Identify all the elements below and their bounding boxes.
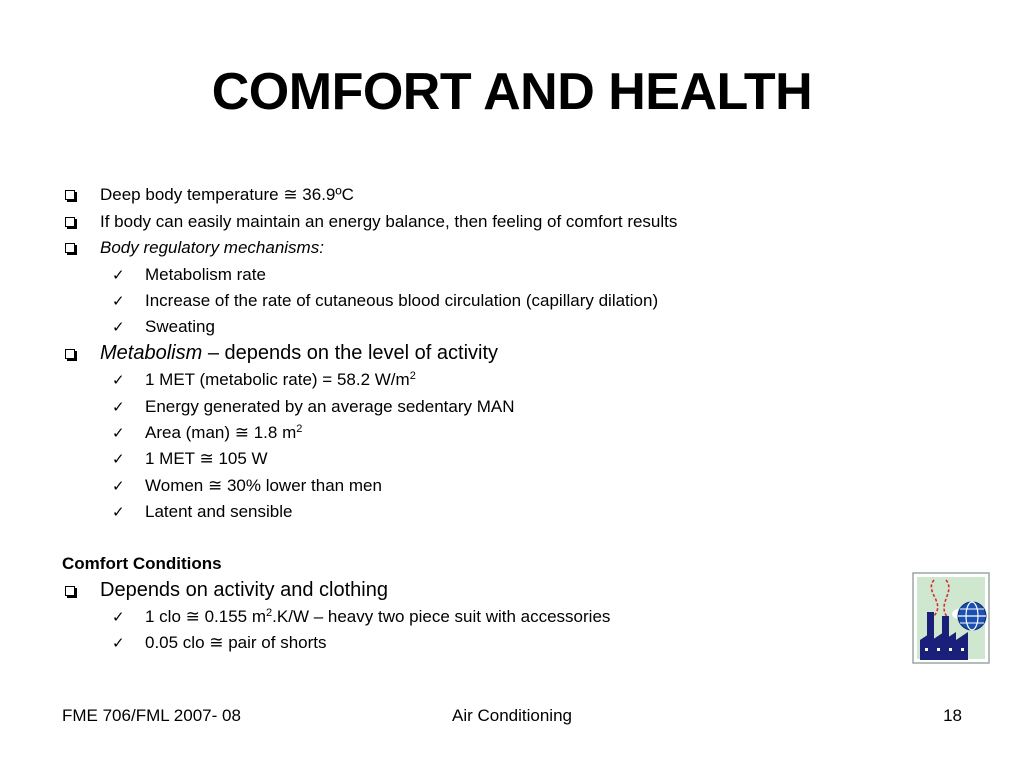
sub-bullet-text: 1 MET (metabolic rate) = 58.2 W/m bbox=[145, 370, 410, 390]
sub-bullet-text: Increase of the rate of cutaneous blood circulation (capillary dilation) bbox=[145, 290, 659, 310]
slide-content bbox=[62, 182, 922, 657]
checkmark-icon: ✓ bbox=[112, 397, 125, 416]
bullet-text: Deep body temperature ≅ 36.9ºC bbox=[100, 185, 354, 204]
sub-bullet-met-rate bbox=[62, 367, 922, 393]
checkmark-icon: ✓ bbox=[112, 371, 125, 390]
sub-bullet-energy-generated bbox=[62, 394, 922, 420]
checkmark-icon: ✓ bbox=[112, 476, 125, 495]
bullet-text: If body can easily maintain an energy balance, then feeling of comfort results bbox=[100, 211, 678, 231]
sub-bullet-women bbox=[62, 473, 922, 499]
sub-bullet-metabolism-rate bbox=[62, 262, 922, 288]
factory-globe-logo bbox=[912, 572, 990, 664]
bullet-body-temperature bbox=[62, 182, 922, 209]
sub-bullet-shorts bbox=[62, 630, 922, 656]
superscript: 2 bbox=[409, 370, 416, 383]
sub-bullet-text-cont: .K/W – heavy two piece suit with accessories bbox=[272, 607, 611, 627]
footer-course-title: Air Conditioning bbox=[451, 706, 572, 725]
bullet-text: Depends on activity and clothing bbox=[100, 579, 388, 602]
square-bullet-icon bbox=[65, 349, 75, 359]
sub-bullet-text: Sweating bbox=[145, 317, 215, 337]
checkmark-icon: ✓ bbox=[112, 450, 125, 469]
square-bullet-icon bbox=[65, 243, 75, 253]
superscript: 2 bbox=[266, 607, 273, 620]
square-bullet-icon bbox=[65, 217, 75, 227]
bullet-regulatory-mechanisms bbox=[62, 235, 922, 262]
slide-title: COMFORT AND HEALTH bbox=[211, 63, 813, 121]
sub-bullet-latent-sensible bbox=[62, 499, 922, 525]
sub-bullet-text: 1 clo ≅ 0.155 m bbox=[145, 607, 267, 627]
sub-bullet-sweating bbox=[62, 314, 922, 340]
footer-course-code: FME 706/FML 2007- 08 bbox=[62, 706, 241, 725]
sub-bullet-clo bbox=[62, 604, 922, 630]
sub-bullet-text: Metabolism rate bbox=[145, 264, 266, 284]
bullet-activity-clothing bbox=[62, 577, 922, 604]
sub-bullet-text: 0.05 clo ≅ pair of shorts bbox=[145, 633, 327, 653]
bullet-metabolism bbox=[62, 340, 922, 367]
sub-bullet-text: Women ≅ 30% lower than men bbox=[145, 475, 382, 495]
checkmark-icon: ✓ bbox=[112, 265, 125, 284]
sub-bullet-met-watts bbox=[62, 446, 922, 472]
spacer bbox=[62, 525, 922, 551]
square-bullet-icon bbox=[65, 190, 75, 200]
sub-bullet-text: Area (man) ≅ 1.8 m bbox=[145, 422, 297, 442]
bullet-text: – depends on the level of activity bbox=[202, 342, 499, 365]
sub-bullet-text: Latent and sensible bbox=[145, 501, 293, 521]
sub-bullet-area bbox=[62, 420, 922, 446]
checkmark-icon: ✓ bbox=[112, 608, 125, 627]
checkmark-icon: ✓ bbox=[112, 502, 125, 521]
superscript: 2 bbox=[296, 422, 303, 435]
sub-bullet-blood-circulation bbox=[62, 288, 922, 314]
comfort-conditions-heading: Comfort Conditions bbox=[62, 554, 222, 574]
sub-bullet-text: Energy generated by an average sedentary MAN bbox=[145, 396, 515, 416]
checkmark-icon: ✓ bbox=[112, 318, 125, 337]
bullet-text: Body regulatory mechanisms: bbox=[100, 238, 324, 257]
footer-page-number: 18 bbox=[943, 706, 962, 725]
square-bullet-icon bbox=[65, 586, 75, 596]
checkmark-icon: ✓ bbox=[112, 634, 125, 653]
bullet-energy-balance bbox=[62, 209, 922, 236]
bullet-italic-text: Metabolism bbox=[100, 342, 203, 365]
checkmark-icon: ✓ bbox=[112, 423, 125, 442]
sub-bullet-text: 1 MET ≅ 105 W bbox=[145, 449, 268, 469]
checkmark-icon: ✓ bbox=[112, 291, 125, 310]
